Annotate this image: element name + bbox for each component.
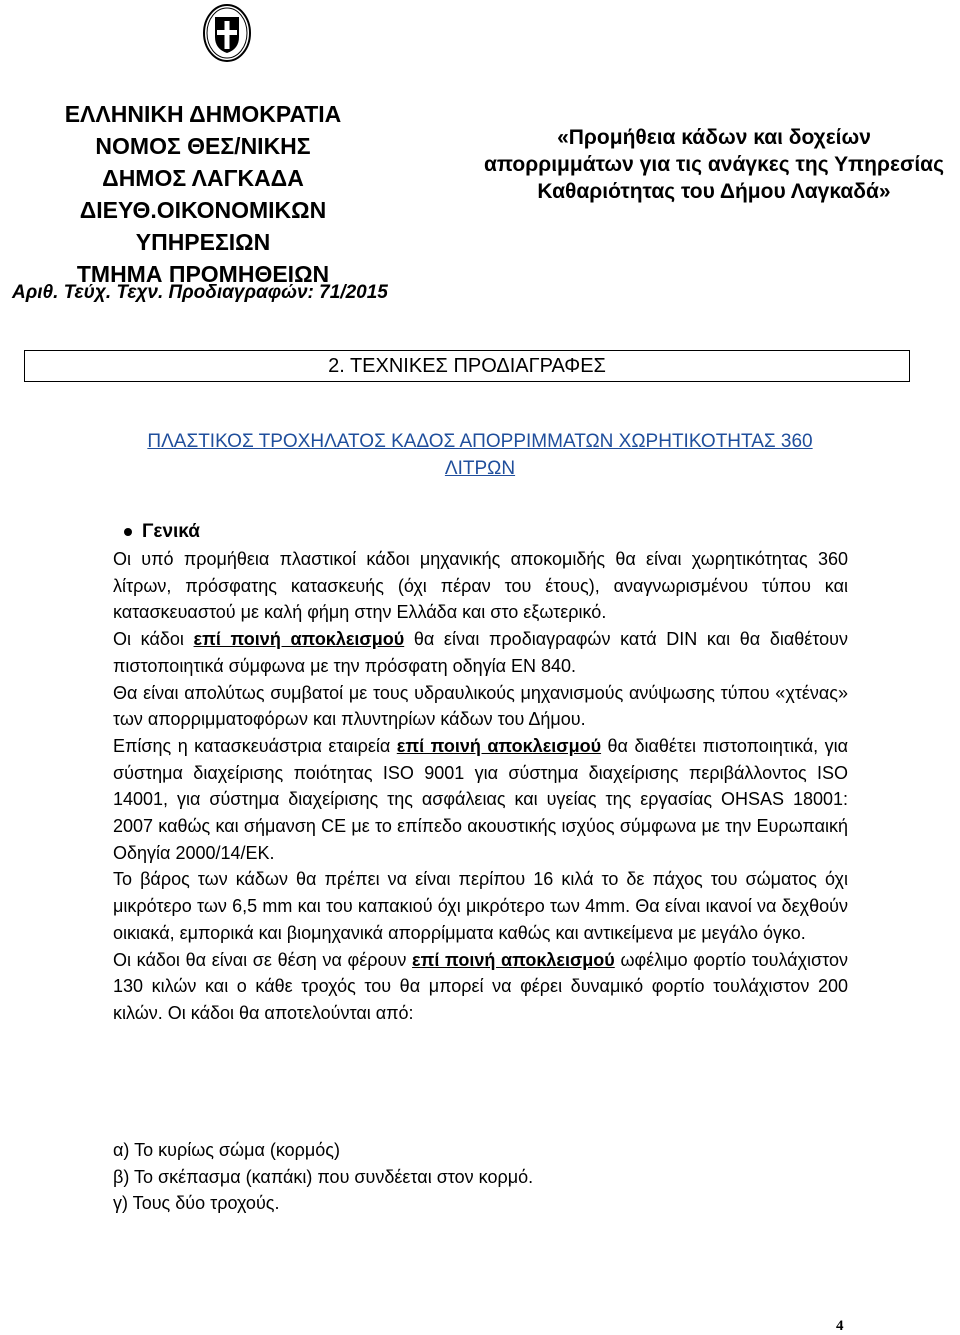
paragraph-load-text-a: Οι κάδοι θα είναι σε θέση να φέρουν: [113, 949, 413, 970]
section-title: 2. ΤΕΧΝΙΚΕΣ ΠΡΟΔΙΑΓΡΑΦΕΣ: [24, 350, 910, 382]
subtitle-line-2: ΛΙΤΡΩΝ: [444, 458, 516, 479]
exclusion-penalty-emphasis: επί ποινή αποκλεισμού: [412, 949, 615, 970]
bin-parts-list: [113, 1137, 848, 1217]
issuer-header: [12, 98, 394, 290]
paragraph-general: Οι υπό προμήθεια πλαστικοί κάδοι μηχανικής αποκομιδής θα είναι χωρητικότητας 360 λίτρων, πρόσφατης κατασκευής (όχι πέραν του έτους), αναγνωρισμένου τύπου και κατασκευαστού με καλή φήμη στην Ελλάδα και στο εξωτερικό.: [113, 549, 848, 623]
paragraph-load-capacity: [113, 947, 848, 1027]
header-line-prefecture: ΝΟΜΟΣ ΘΕΣ/ΝΙΚΗΣ: [95, 133, 311, 159]
paragraph-standards: [113, 626, 848, 679]
exclusion-penalty-emphasis: επί ποινή αποκλεισμού: [193, 629, 405, 650]
bullet-icon: [124, 528, 132, 536]
paragraph-standards-text-a: Οι κάδοι: [113, 629, 194, 650]
general-heading: [112, 521, 200, 543]
project-title-line-2: απορριμμάτων για τις ανάγκες της Υπηρεσίας: [483, 153, 944, 176]
project-title-line-3: Καθαριότητας του Δήμου Λαγκαδά»: [537, 180, 891, 203]
list-item: γ) Τους δύο τροχούς.: [113, 1193, 280, 1213]
subtitle-line-1: ΠΛΑΣΤΙΚΟΣ ΤΡΟΧΗΛΑΤΟΣ ΚΑΔΟΣ ΑΠΟΡΡΙΜΜΑΤΩΝ ΧΩΡΗΤΙΚΟΤΗΤΑΣ 360: [147, 431, 813, 452]
specification-body: [113, 546, 848, 1027]
list-item: β) Το σκέπασμα (καπάκι) που συνδέεται στον κορμό.: [113, 1166, 534, 1187]
exclusion-penalty-emphasis: επί ποινή αποκλεισμού: [396, 735, 602, 756]
paragraph-standards-text-b: θα είναι προδιαγραφών κατά DIN και θα διαθέτουν πιστοποιητικά σύμφωνα με την πρόσφατη οδηγία EN 840.: [113, 629, 849, 676]
paragraph-certifications: [113, 733, 848, 867]
paragraph-certifications-text-b: θα διαθέτει πιστοποιητικά, για σύστημα διαχείρισης ποιότητας ISO 9001 για σύστημα διαχείρισης περιβάλλοντος ISO 14001, για σύστημα διαχείρισης της ασφάλειας και υγείας της εργασίας OHSAS 18001: 2007 καθώς και σήμανση CE με το επίπεδο ακουστικής ισχύος σύμφωνα με την Ευρωπαική Οδηγία 2000/14/ΕΚ.: [113, 735, 849, 863]
list-item: α) Το κυρίως σώμα (κορμός): [113, 1140, 340, 1160]
header-line-municipality: ΔΗΜΟΣ ΛΑΓΚΑΔΑ: [102, 165, 304, 191]
header-line-department: ΤΜΗΜΑ ΠΡΟΜΗΘΕΙΩΝ: [76, 261, 330, 287]
paragraph-load-text-b: ωφέλιμο φορτίο τουλάχιστον 130 κιλών και ο κάθε τροχός του θα μπορεί να φέρει δυναμικό φορτίο τουλάχιστον 200 κιλών. Οι κάδοι θα αποτελούνται από:: [113, 949, 849, 1023]
page-number: 4: [836, 1318, 844, 1334]
paragraph-compatibility: Θα είναι απολύτως συμβατοί με τους υδραυλικούς μηχανισμούς ανύψωσης τύπου «χτένας» των απορριμματοφόρων και πλυντηρίων κάδων του Δήμου.: [113, 682, 848, 730]
paragraph-certifications-text-a: Επίσης η κατασκευάστρια εταιρεία: [113, 735, 397, 756]
product-subtitle: [112, 428, 848, 482]
paragraph-weight-thickness: Το βάρος των κάδων θα πρέπει να είναι περίπου 16 κιλά το δε πάχος του σώματος όχι μικρότερο των 6,5 mm και του καπακιού όχι μικρότερο των 4mm. Θα είναι ικανοί να δεχθούν οικιακά, εμπορικά και βιομηχανικά απορρίμματα καθώς και αντικείμενα με μεγάλο όγκο.: [113, 869, 848, 943]
general-heading-label: Γενικά: [142, 521, 200, 542]
project-title: [470, 124, 958, 205]
header-line-directorate: ΔΙΕΥΘ.ΟΙΚΟΝΟΜΙΚΩΝ ΥΠΗΡΕΣΙΩΝ: [79, 197, 327, 255]
greek-coat-of-arms-emblem: [202, 3, 252, 63]
header-line-republic: ΕΛΛΗΝΙΚΗ ΔΗΜΟΚΡΑΤΙΑ: [64, 101, 342, 127]
specification-reference-number: Αριθ. Τεύχ. Τεχν. Προδιαγραφών: 71/2015: [12, 282, 388, 303]
project-title-line-1: «Προμήθεια κάδων και δοχείων: [557, 126, 871, 149]
